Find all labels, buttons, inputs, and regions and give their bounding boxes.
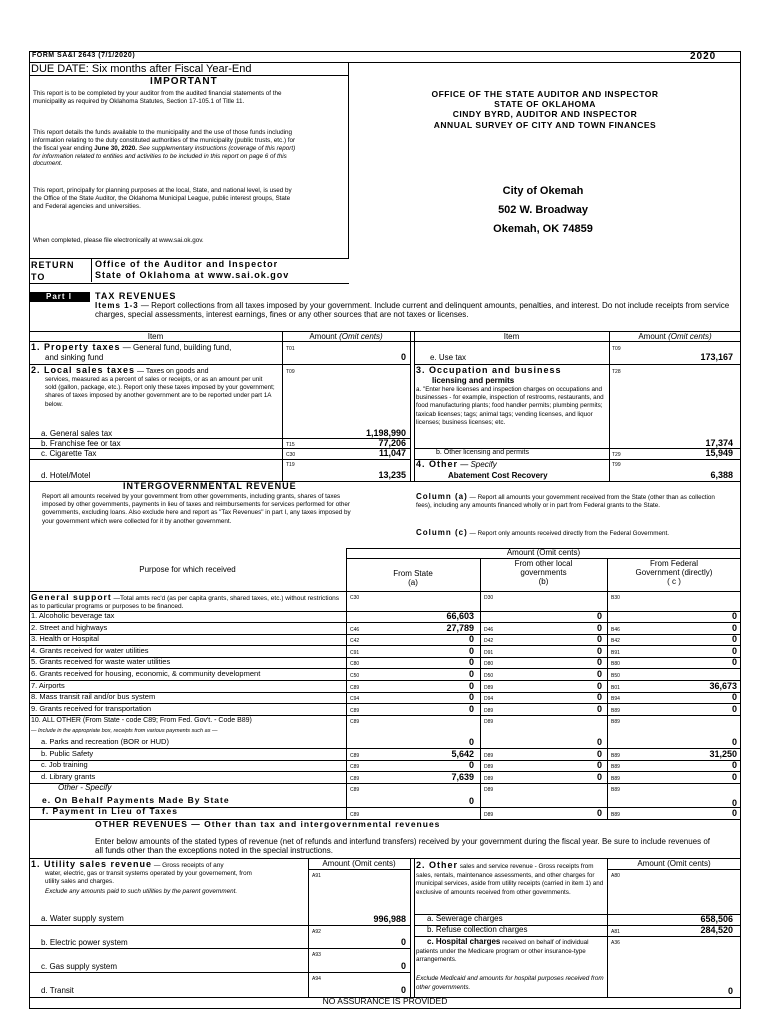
divider xyxy=(480,558,481,819)
property-taxes-bold: 1. Property taxes xyxy=(31,342,121,352)
use-tax: e. Use tax xyxy=(430,353,467,362)
code-a92: A92 xyxy=(312,929,321,935)
other-specify: — Specify xyxy=(458,460,497,469)
divider xyxy=(346,548,347,819)
value-use-tax[interactable]: 173,167 xyxy=(700,352,733,362)
code-b: D91 xyxy=(484,649,494,656)
intergov-row-label: 9. Grants received for transportation xyxy=(31,703,152,713)
code-c30-gs: C30 xyxy=(350,595,360,601)
omit-label: (Omit cents) xyxy=(339,332,383,341)
code-b89-pilot: B89 xyxy=(611,812,620,818)
divider xyxy=(607,858,608,998)
utility-sales xyxy=(31,859,224,869)
code-c: B89 xyxy=(611,764,620,770)
divider xyxy=(308,869,410,870)
hospital-text: received on behalf of individual patients under the Medicare program or other insurance-type arrangements. xyxy=(416,939,589,964)
city-street: 502 W. Broadway xyxy=(498,204,588,216)
code-t09: T09 xyxy=(612,346,621,352)
code-c: B01 xyxy=(611,684,620,691)
code-c: B46 xyxy=(611,626,620,633)
divider xyxy=(29,283,349,284)
code-d30-gs: D30 xyxy=(484,595,494,601)
value-local[interactable]: 0 xyxy=(596,692,602,703)
value-federal[interactable]: 0 xyxy=(731,692,737,703)
franchise-fee: b. Franchise fee or tax xyxy=(41,439,121,448)
divider xyxy=(29,972,410,973)
value-local[interactable]: 0 xyxy=(596,680,602,691)
return-label: RETURN TO xyxy=(31,260,75,282)
electric-power: b. Electric power system xyxy=(41,938,128,947)
value-refuse[interactable]: 284,520 xyxy=(700,925,733,935)
column-a-bold: Column (a) xyxy=(416,492,468,501)
value-state[interactable]: 0 xyxy=(468,634,474,645)
from-state-2: (a) xyxy=(408,578,418,588)
code-b89: B89 xyxy=(611,719,620,725)
code-c: B91 xyxy=(611,649,620,656)
intergov-row-label: 1. Alcoholic beverage tax xyxy=(31,611,115,620)
footer-disclaimer: NO ASSURANCE IS PROVIDED xyxy=(322,996,448,1006)
hospital xyxy=(416,937,606,965)
code-a: C89 xyxy=(350,707,360,714)
code-a: C46 xyxy=(350,626,360,633)
code-a94: A94 xyxy=(312,976,321,982)
code-b: D42 xyxy=(484,638,494,645)
divider xyxy=(348,62,349,258)
code-a81: A81 xyxy=(611,929,620,935)
intro-p2 xyxy=(33,129,301,168)
column-a-text: — Report all amounts your government received from the State (other than as collection fees), including any amounts financed wholly or in part from Federal grants to the State. xyxy=(416,494,715,510)
from-local-heading xyxy=(480,559,607,587)
code-c: B94 xyxy=(611,696,620,703)
code-c: B80 xyxy=(611,661,620,668)
value-federal[interactable]: 0 xyxy=(731,760,737,770)
value-local[interactable]: 0 xyxy=(596,657,602,668)
property-taxes-text: — General fund, building fund, xyxy=(120,343,232,352)
office-line4: ANNUAL SURVEY OF CITY AND TOWN FINANCES xyxy=(433,119,657,130)
code-a: C80 xyxy=(350,661,360,668)
code-t28: T28 xyxy=(612,369,621,375)
column-c-text: — Report only amounts received directly from the Federal Government. xyxy=(467,530,670,537)
code-b: D89 xyxy=(484,752,494,759)
code-t29: T29 xyxy=(612,452,621,458)
code-t01: T01 xyxy=(286,346,295,352)
divider xyxy=(29,783,741,784)
intergov-row-label: 3. Health or Hospital xyxy=(31,634,99,644)
value-pilot-c[interactable]: 0 xyxy=(731,808,737,818)
code-t15: T15 xyxy=(286,442,295,448)
value-local[interactable]: 0 xyxy=(596,611,602,621)
code-c: B89 xyxy=(611,752,620,759)
col-item-right: Item xyxy=(503,332,520,341)
intro-p3: This report, principally for planning purposes at the local, State, and national level, is used by the Office of the State Auditor, the Oklahoma Municipal League, public interest groups, State and Federal agencies and universities. xyxy=(33,187,292,210)
value-state[interactable]: 66,603 xyxy=(446,611,474,621)
value-federal[interactable]: 36,673 xyxy=(709,680,737,691)
intro-p4: When completed, please file electronically at www.sai.ok.gov. xyxy=(33,237,204,244)
local-sales-bold: 2. Local sales taxes xyxy=(31,365,136,375)
value-on-behalf-c[interactable]: 0 xyxy=(731,798,737,808)
value-state[interactable]: 0 xyxy=(468,657,474,668)
hospital-note: Exclude Medicaid and amounts for hospital purposes received from other governments. xyxy=(416,975,604,991)
value-federal[interactable]: 0 xyxy=(731,771,737,782)
part1-label: Part I xyxy=(29,292,90,302)
code-b: D89 xyxy=(484,775,494,782)
code-c: B89 xyxy=(611,707,620,714)
from-federal-3: ( c ) xyxy=(667,577,681,587)
intro-p2c: See supplementary instructions (coverage of this report) for information related to entities and activities to be included in this report on page 6 of this document. xyxy=(33,144,296,168)
code-b: D89 xyxy=(484,764,494,770)
intergov-row-label: d. Library grants xyxy=(41,771,96,781)
code-d89-other: D89 xyxy=(484,787,494,793)
value-c30[interactable]: 11,047 xyxy=(378,448,406,458)
property-taxes-line2: and sinking fund xyxy=(45,353,104,362)
code-a80: A80 xyxy=(611,873,620,879)
from-state-1: From State xyxy=(393,569,433,578)
other-taxes xyxy=(416,459,497,469)
form-year: 2020 xyxy=(690,51,717,62)
divider xyxy=(607,869,741,870)
divider xyxy=(308,858,309,998)
value-on-behalf-a[interactable]: 0 xyxy=(468,796,474,806)
divider xyxy=(607,558,608,819)
other-revenues-intro: Enter below amounts of the stated types of revenue (net of refunds and interfund transfers) received by your government during the fiscal year. Be sure to include revenues of all funds other than the exceptions noted in the special instructions. xyxy=(95,837,711,855)
value-local[interactable]: 0 xyxy=(596,703,602,714)
value-gas[interactable]: 0 xyxy=(400,961,406,971)
value-transit[interactable]: 0 xyxy=(400,985,406,995)
items-text: — Report collections from all taxes imposed by your government. Include current and delinquent amounts, penalties, and interest. Do not include receipts from service charges, special assessments, interest earnings, fines or any other sources that are not taxes or licenses. xyxy=(95,301,730,319)
from-local-1: From other local xyxy=(514,559,573,568)
return-line2: State of Oklahoma at www.sai.ok.gov xyxy=(95,270,290,280)
col-item-left: Item xyxy=(147,332,164,341)
value-federal[interactable]: 0 xyxy=(731,737,737,747)
code-t99: T99 xyxy=(612,462,621,468)
important-heading: IMPORTANT xyxy=(150,76,218,87)
intergov-row-label: 8. Mass transit rail and/or bus system xyxy=(31,692,156,702)
other-sales-bold: 2. Other xyxy=(416,860,459,870)
code-a93: A93 xyxy=(312,952,321,958)
from-federal-1: From Federal xyxy=(649,559,698,568)
code-a91: A91 xyxy=(312,873,321,879)
value-state[interactable]: 0 xyxy=(468,692,474,703)
intergov-row-label: 2. Street and highways xyxy=(31,622,108,632)
value-local[interactable]: 0 xyxy=(596,669,602,679)
from-local-3: (b) xyxy=(538,577,549,587)
on-behalf: e. On Behalf Payments Made By State xyxy=(42,795,230,805)
col-amount-left xyxy=(282,332,410,341)
amount-heading: Amount (Omit cents) xyxy=(506,548,581,557)
value-t01[interactable]: 0 xyxy=(400,352,406,362)
local-sales-taxes xyxy=(31,365,208,376)
intergov-row-label: 7. Airports xyxy=(31,680,65,690)
intro-p1: This report is to be completed by your auditor from the audited financial statements of the municipality as required by Oklahoma Statutes, Section 17-105.1 of Title 11. xyxy=(33,90,282,105)
all-other-note: — Include in the appropriate box, receipts from various payments such as — xyxy=(31,728,218,734)
value-state[interactable]: 0 xyxy=(468,680,474,691)
other-revenues-title: OTHER REVENUES — Other than tax and intergovernmental revenues xyxy=(95,819,441,829)
code-c: B50 xyxy=(611,673,620,679)
value-sewerage[interactable]: 658,506 xyxy=(700,914,733,924)
value-t99[interactable]: 6,388 xyxy=(710,470,733,480)
office-line3: CINDY BYRD, AUDITOR AND INSPECTOR xyxy=(452,109,638,120)
code-a: C50 xyxy=(350,673,360,679)
divider xyxy=(29,948,410,949)
amount-label: Amount xyxy=(309,332,337,341)
code-c89: C89 xyxy=(350,719,360,725)
code-a: C89 xyxy=(350,775,360,782)
from-federal-heading xyxy=(607,559,741,587)
amount-heading-left: Amount (Omit cents) xyxy=(322,859,396,868)
code-a36: A36 xyxy=(611,940,620,946)
water-supply: a. Water supply system xyxy=(41,914,124,923)
part1-title: TAX REVENUES xyxy=(95,291,177,301)
code-b30-gs: B30 xyxy=(611,595,620,601)
amount-heading-right: Amount (Omit cents) xyxy=(637,859,711,868)
intergov-row-label: b. Public Safety xyxy=(41,748,94,758)
value-local[interactable]: 0 xyxy=(596,645,602,656)
purpose-heading: Purpose for which received xyxy=(139,565,236,574)
code-b: D80 xyxy=(484,661,494,668)
due-date: DUE DATE: Six months after Fiscal Year-End xyxy=(31,63,252,75)
code-c: B89 xyxy=(611,775,620,782)
code-b: D89 xyxy=(484,684,494,691)
value-local[interactable]: 0 xyxy=(596,737,602,747)
value-hospital[interactable]: 0 xyxy=(727,986,733,996)
divider xyxy=(29,459,410,460)
occupation-note: a. "Enter here licenses and inspection charges on occupations and businesses - for example, inspection of restrooms, restaurants, and food manufacturing plants; food handler permits; plumbing permits; taxicab licenses; tags; animal tags; vending licenses, and liquor licenses; business licenses; etc. xyxy=(416,386,604,426)
other-bold: 4. Other xyxy=(416,459,459,469)
divider xyxy=(410,858,411,998)
refuse: b. Refuse collection charges xyxy=(427,925,528,934)
value-federal[interactable]: 0 xyxy=(731,634,737,645)
value-local[interactable]: 0 xyxy=(596,771,602,782)
gas-supply: c. Gas supply system xyxy=(41,962,118,971)
divider xyxy=(29,925,410,926)
value-t19[interactable]: 13,235 xyxy=(378,470,406,480)
column-c-note xyxy=(416,528,716,538)
other-sales xyxy=(416,859,606,897)
value-federal[interactable]: 0 xyxy=(731,622,737,633)
value-state[interactable]: 0 xyxy=(468,669,474,679)
code-d89: D89 xyxy=(484,719,494,725)
value-state[interactable]: 27,789 xyxy=(446,622,474,633)
value-federal[interactable]: 0 xyxy=(731,645,737,656)
omit-label: (Omit cents) xyxy=(668,332,712,341)
from-local-2: governments xyxy=(520,568,567,578)
code-a: C94 xyxy=(350,696,360,703)
value-state[interactable]: 0 xyxy=(468,760,474,770)
intro-p2b: June 30, 2020. xyxy=(94,144,137,152)
from-state-heading xyxy=(346,569,480,587)
value-t15[interactable]: 77,206 xyxy=(378,438,406,448)
value-local[interactable]: 0 xyxy=(596,748,602,759)
items-bold: Items 1-3 xyxy=(95,301,139,310)
utility-note: water, electric, gas or transit systems operated by your governement, from utility sales and charges. xyxy=(45,870,252,885)
from-federal-2: Government (directly) xyxy=(635,568,713,578)
return-line1: Office of the Auditor and Inspector xyxy=(95,259,279,269)
divider xyxy=(91,258,92,282)
general-sales-tax: a. General sales tax xyxy=(41,429,113,438)
value-t29[interactable]: 15,949 xyxy=(705,448,733,458)
value-state[interactable]: 5,642 xyxy=(451,748,474,759)
part1-instructions xyxy=(95,302,735,320)
col-amount-right xyxy=(609,332,741,341)
code-c89-pilot: C89 xyxy=(350,812,360,818)
sewerage: a. Sewerage charges xyxy=(427,914,503,923)
code-a: C89 xyxy=(350,752,360,759)
pilot: f. Payment in Lieu of Taxes xyxy=(42,806,178,816)
utility-sales-text: — Gross receipts of any xyxy=(152,862,224,869)
local-sales-text: — Taxes on goods and xyxy=(135,368,209,375)
value-federal[interactable]: 0 xyxy=(731,703,737,714)
value-local[interactable]: 0 xyxy=(596,760,602,770)
hotel-motel: d. Hotel/Motel xyxy=(41,471,91,480)
occupation-licensing-line2: licensing and permits xyxy=(432,376,515,385)
cigarette-tax: c. Cigarette Tax xyxy=(41,449,97,458)
code-c30: C30 xyxy=(286,452,296,458)
value-federal[interactable]: 0 xyxy=(731,611,737,621)
all-other: 10. ALL OTHER (From State - code C89; From Fed. Gov't. - Code B89) xyxy=(31,717,252,724)
value-state[interactable]: 0 xyxy=(468,737,474,747)
value-electric[interactable]: 0 xyxy=(400,937,406,947)
divider xyxy=(410,331,411,481)
value-federal[interactable]: 0 xyxy=(731,657,737,668)
code-b: D50 xyxy=(484,673,494,679)
value-state[interactable]: 0 xyxy=(468,645,474,656)
utility-sales-bold: 1. Utility sales revenue xyxy=(31,859,153,869)
amount-label: Amount xyxy=(638,332,666,341)
intergov-row-label: 6. Grants received for housing, economic, & community development xyxy=(31,669,261,678)
code-c: B42 xyxy=(611,638,620,645)
office-block xyxy=(350,89,740,130)
abatement: Abatement Cost Recovery xyxy=(448,471,548,480)
value-pilot-b[interactable]: 0 xyxy=(596,808,602,818)
code-a: C89 xyxy=(350,684,360,691)
return-address xyxy=(95,259,289,281)
code-b: D94 xyxy=(484,696,494,703)
code-c89-other: C89 xyxy=(350,787,360,793)
value-state[interactable]: 0 xyxy=(468,703,474,714)
city-state: Okemah, OK 74859 xyxy=(493,223,593,235)
city-name: City of Okemah xyxy=(502,185,584,197)
intergov-title: INTERGOVERNMENTAL REVENUE xyxy=(123,481,297,491)
office-line1: OFFICE OF THE STATE AUDITOR AND INSPECTOR xyxy=(431,89,659,99)
hospital-bold: c. Hospital charges xyxy=(427,937,501,946)
divider xyxy=(414,858,415,998)
value-federal[interactable]: 31,250 xyxy=(709,748,737,759)
intergov-row-label: 5. Grants received for waste water utilities xyxy=(31,657,171,667)
intergov-row-label: 4. Grants received for water utilities xyxy=(31,645,149,655)
occupation-licensing: 3. Occupation and business xyxy=(416,365,562,375)
code-a: C91 xyxy=(350,649,360,656)
value-local[interactable]: 0 xyxy=(596,634,602,645)
intergov-row-label: a. Parks and recreation (BOR or HUD) xyxy=(41,737,169,746)
column-c-bold: Column (c) xyxy=(416,528,468,537)
other-licensing: b. Other licensing and permits xyxy=(436,449,529,456)
property-taxes xyxy=(31,342,231,352)
code-d89-pilot: D89 xyxy=(484,812,494,818)
general-support-text: —Total amts rec'd (as per capita grants, shared taxes, etc.) without restrictions as to particular programs or purposes to be financed. xyxy=(31,595,340,611)
value-state[interactable]: 7,639 xyxy=(451,771,474,782)
value-local[interactable]: 0 xyxy=(596,622,602,633)
intergov-note: Report all amounts received by your government from other governments, including grants, shares of taxes imposed by other governments, payments in lieu of taxes and reimbursements for services performed for other governments, excluding loans. Also exclude here and report as "Tax Revenues" in part I, any taxes imposed by your government which were collected for it by another government. xyxy=(42,493,351,525)
value-water[interactable]: 996,988 xyxy=(373,914,406,924)
office-line2: STATE OF OKLAHOMA xyxy=(494,99,596,110)
intergov-row-label: c. Job training xyxy=(41,760,88,769)
code-a: C89 xyxy=(350,764,360,770)
other-sales-text: sales and service revenue - Gross receipts from sales, rentals, maintenance assessments, and other charges for municipal services, aside from utility receipts (carried in item 1) and exclusive of amounts received from other governments. xyxy=(416,863,604,896)
divider xyxy=(29,715,741,716)
transit: d. Transit xyxy=(41,986,74,995)
column-a-note xyxy=(416,492,716,511)
value-general-sales[interactable]: 1,198,990 xyxy=(365,428,406,438)
code-a: C42 xyxy=(350,638,360,645)
code-t09a: T09 xyxy=(286,369,295,375)
utility-note2: Exclude any amounts paid to such utilities by the parent government. xyxy=(45,888,238,895)
other-specify-row: Other - Specify xyxy=(58,783,112,792)
general-support xyxy=(31,592,343,611)
form-id: FORM SA&I 2643 (7/1/2020) xyxy=(32,52,136,59)
code-b: D89 xyxy=(484,707,494,714)
code-b: D46 xyxy=(484,626,494,633)
city-block xyxy=(450,182,636,239)
local-sales-note: services, measured as a percent of sales or receipts, or as an amount per unit sold (gallon, package, etc.). Report only these taxes imposed by your government; shares of taxes imposed by another government are to be reported under part 1A below. xyxy=(45,376,275,408)
general-support-bold: General support xyxy=(31,592,112,602)
code-b89-other: B89 xyxy=(611,787,620,793)
value-t28[interactable]: 17,374 xyxy=(705,438,733,448)
code-t19: T19 xyxy=(286,462,295,468)
intro-p2a: This report details the funds available to the municipality and the use of those funds including information relating to the duty constituted authorities of the municipality (public trusts, etc.) for the fiscal year ending xyxy=(33,129,296,152)
